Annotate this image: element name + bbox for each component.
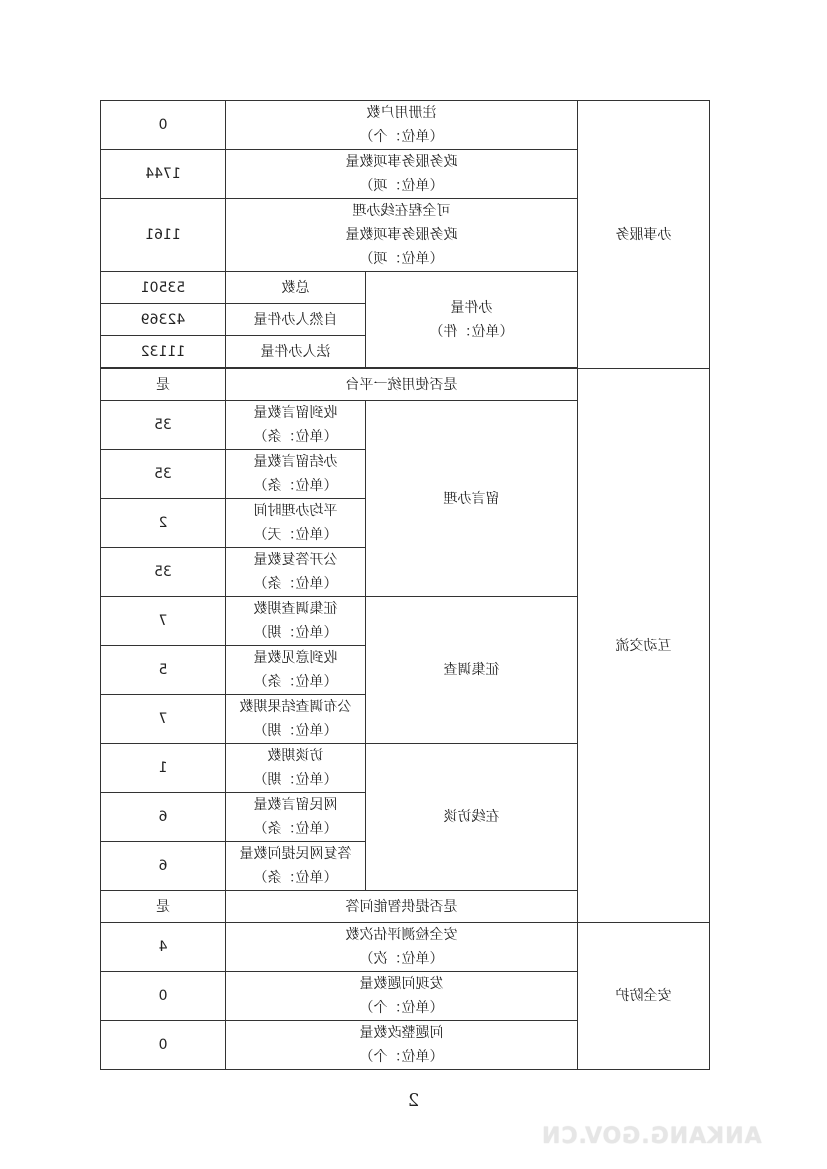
- metric-label: 可全程在线办理 政务服务事项数量 （单位：项）: [226, 199, 578, 272]
- metric-label: 收到留言数量 （单位：条）: [226, 401, 366, 450]
- metric-value: 6: [101, 793, 226, 842]
- metric-value: 0: [101, 1021, 226, 1070]
- metric-value: 6: [101, 842, 226, 891]
- messages-label: 留言办理: [366, 401, 578, 597]
- metric-label: 办结留言数量 （单位：条）: [226, 450, 366, 499]
- metric-value: 1744: [101, 150, 226, 199]
- metric-value: 4: [101, 923, 226, 972]
- metric-label: 公布调查结果期数 （单位：期）: [226, 695, 366, 744]
- table-row: [101, 369, 710, 401]
- metric-label: 平均办理时间 （单位：天）: [226, 499, 366, 548]
- cases-legal-value: 11132: [101, 336, 226, 368]
- cases-natural-value: 42369: [101, 304, 226, 336]
- metric-label: 注册用户数 （单位：个）: [226, 101, 578, 150]
- cases-label: 办件量 （单位：件）: [366, 272, 578, 368]
- metric-label: 答复网民提问数量 （单位：条）: [226, 842, 366, 891]
- metric-value: 35: [101, 401, 226, 450]
- table-row: [101, 923, 710, 972]
- category-service: 办事服务: [578, 101, 710, 369]
- metric-value: 是: [101, 891, 226, 923]
- cases-natural-label: 自然人办件量: [226, 304, 366, 336]
- metric-value: 7: [101, 695, 226, 744]
- cases-total-label: 总数: [226, 272, 366, 304]
- metric-value: 0: [101, 972, 226, 1021]
- stats-table: [100, 100, 710, 1070]
- interview-label: 在线访谈: [366, 744, 578, 891]
- table-row: [101, 101, 710, 150]
- metric-value: 7: [101, 597, 226, 646]
- metric-value: 35: [101, 450, 226, 499]
- metric-value: 5: [101, 646, 226, 695]
- metric-value: 是: [101, 369, 226, 401]
- survey-label: 征集调查: [366, 597, 578, 744]
- cases-legal-label: 法人办件量: [226, 336, 366, 368]
- metric-value: 35: [101, 548, 226, 597]
- metric-label: 安全检测评估次数 （单位：次）: [226, 923, 578, 972]
- metric-label: 是否提供智能问答: [226, 891, 578, 923]
- metric-label: 收到意见数量 （单位：条）: [226, 646, 366, 695]
- metric-label: 是否使用统一平台: [226, 369, 578, 401]
- category-security: 安全防护: [578, 923, 710, 1070]
- metric-label: 访谈期数 （单位：期）: [226, 744, 366, 793]
- metric-label: 公开答复数量 （单位：条）: [226, 548, 366, 597]
- metric-label: 问题整改数量 （单位：个）: [226, 1021, 578, 1070]
- category-interaction: 互动交流: [578, 369, 710, 923]
- watermark-logo: ANKANG.GOV.CN: [541, 1124, 762, 1149]
- metric-label: 政务服务事项数量 （单位：项）: [226, 150, 578, 199]
- metric-value: 1161: [101, 199, 226, 272]
- metric-value: 2: [101, 499, 226, 548]
- page-number: 2: [407, 1090, 420, 1111]
- metric-value: 0: [101, 101, 226, 150]
- metric-value: 1: [101, 744, 226, 793]
- metric-label: 网民留言数量 （单位：条）: [226, 793, 366, 842]
- metric-label: 征集调查期数 （单位：期）: [226, 597, 366, 646]
- metric-label: 发现问题数量 （单位：个）: [226, 972, 578, 1021]
- cases-total-value: 53501: [101, 272, 226, 304]
